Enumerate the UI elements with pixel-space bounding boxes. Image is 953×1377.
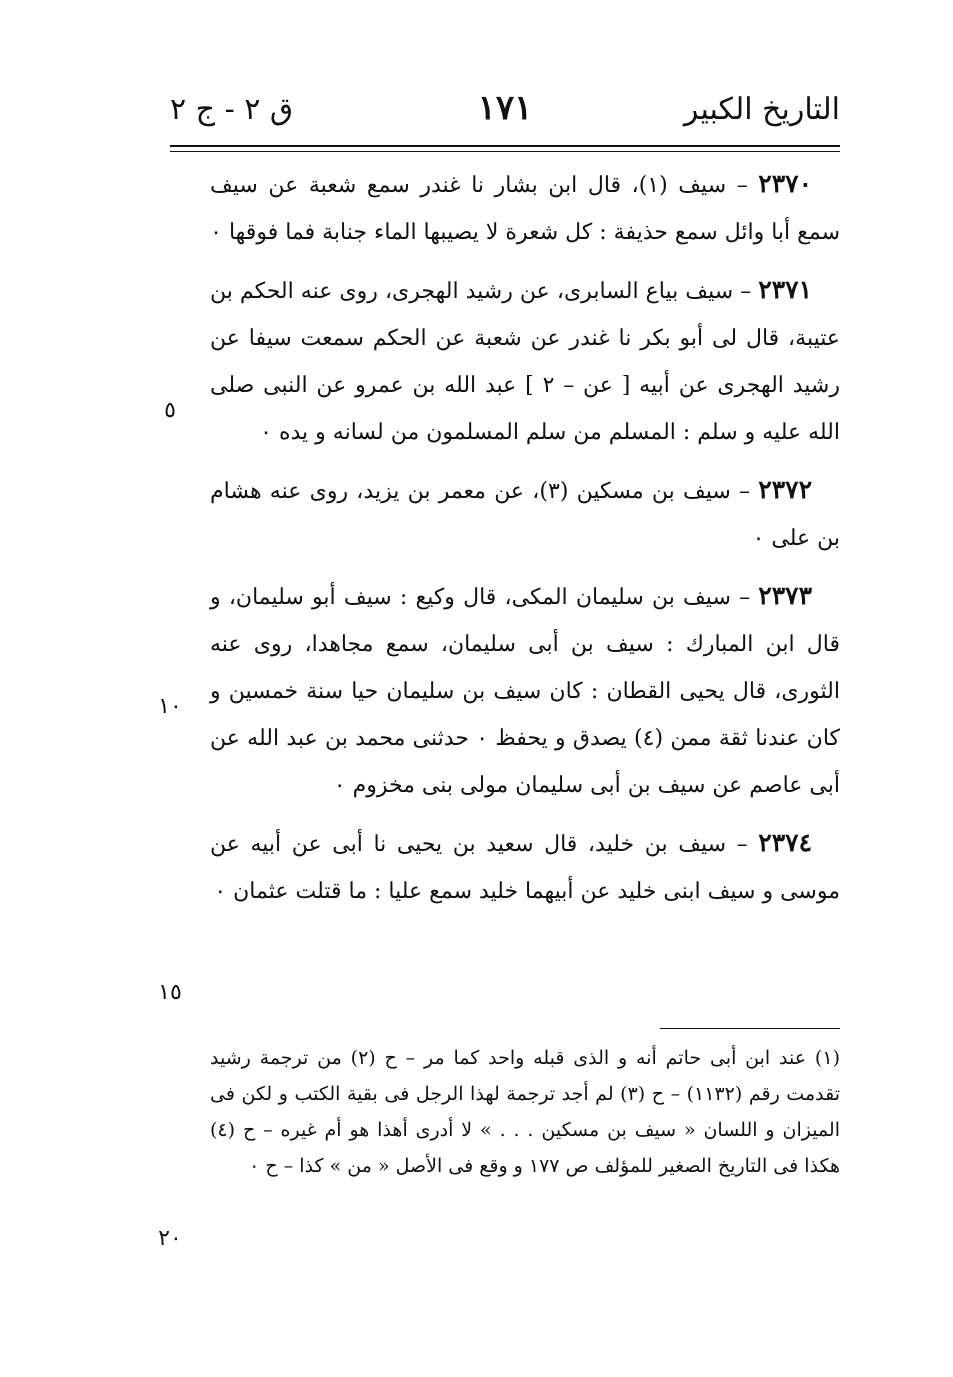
entry-text: – سيف بن خليد، قال سعيد بن يحيى نا أبى عن أبيه عن موسى و سيف ابنى خليد عن أبيهما خليد سمع عليا : ما قتلت عثمان ٠: [210, 832, 840, 904]
entry-number: ٢٣٧٤: [758, 828, 812, 857]
footnote-rule: [660, 1028, 840, 1029]
line-number: ١٥: [158, 980, 182, 1005]
entry-paragraph: [210, 266, 840, 456]
entry-text: – سيف بن مسكين (٣)، عن معمر بن يزيد، روى عنه هشام بن على ٠: [210, 479, 840, 551]
main-text: [210, 160, 840, 925]
entry-text: – سيف (١)، قال ابن بشار نا غندر سمع شعبة عن سيف سمع أبا وائل سمع حذيفة : كل شعرة لا يصيبها الماء جنابة فما فوقها ٠: [210, 173, 840, 245]
entry-number: ٢٣٧٠: [758, 169, 812, 198]
page-number: ١٧١: [477, 88, 533, 128]
line-number: ٥: [164, 398, 176, 423]
footnotes: [210, 1040, 840, 1184]
book-title: التاريخ الكبير: [683, 92, 840, 127]
entry-text: – سيف بياع السابرى، عن رشيد الهجرى، روى عنه الحكم بن عتيبة، قال لى أبو بكر نا غندر عن شعبة عن الحكم سمعت سيفا عن رشيد الهجرى عن أبيه [ عن – ٢ ] عبد الله بن عمرو عن النبى صلى الله عليه و سلم : المسلم من سلم المسلمون من لسانه و يده ٠: [210, 279, 840, 445]
header-rule: [170, 145, 840, 152]
volume-reference: ق ٢ - ج ٢: [170, 92, 294, 127]
line-number: ١٠: [158, 694, 182, 719]
entry-paragraph: [210, 819, 840, 915]
entry-text: – سيف بن سليمان المكى، قال وكيع : سيف أبو سليمان، و قال ابن المبارك : سيف بن أبى سليمان، سمع مجاهدا، روى عنه الثورى، قال يحيى القطان : كان سيف بن سليمان حيا سنة خمسين و كان عندنا ثقة ممن (٤) يصدق و يحفظ ٠ حدثنى محمد بن عبد الله عن أبى عاصم عن سيف بن أبى سليمان مولى بنى مخزوم ٠: [210, 585, 840, 798]
line-number: ٢٠: [158, 1226, 182, 1251]
footnote-text: (١) عند ابن أبى حاتم أنه و الذى قبله واحد كما مر – ح (٢) من ترجمة رشيد تقدمت رقم (١١٣٢) – ح (٣) لم أجد ترجمة لهذا الرجل فى بقية الكتب و لكن فى الميزان و اللسان « سيف بن مسكين . . . » لا أدرى أهذا هو أم غيره – ح (٤) هكذا فى التاريخ الصغير للمؤلف ص ١٧٧ و وقع فى الأصل « من » كذا – ح ٠: [210, 1047, 840, 1177]
entry-paragraph: [210, 466, 840, 562]
entry-paragraph: [210, 572, 840, 809]
running-header: [170, 88, 840, 142]
entry-number: ٢٣٧٣: [758, 581, 812, 610]
entry-paragraph: [210, 160, 840, 256]
entry-number: ٢٣٧٢: [758, 475, 813, 504]
entry-number: ٢٣٧١: [758, 275, 812, 304]
